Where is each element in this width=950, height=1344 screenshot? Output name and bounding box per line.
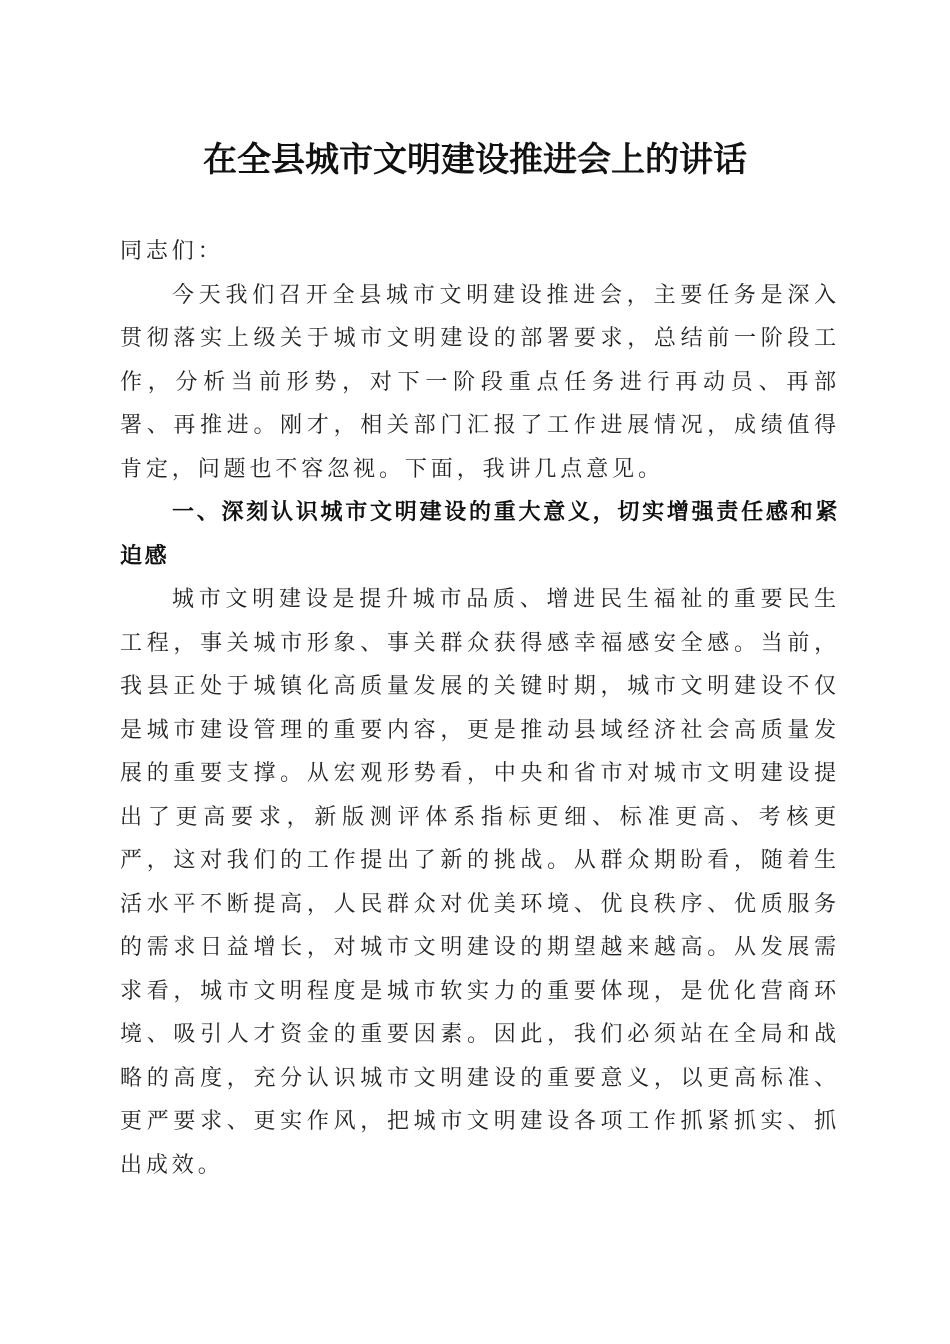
section-1-heading: 一、深刻认识城市文明建设的重大意义，切实增强责任感和紧迫感 xyxy=(120,500,840,569)
document-title: 在全县城市文明建设推进会上的讲话 xyxy=(203,140,747,180)
salutation: 同志们： xyxy=(120,239,224,264)
section-1-paragraph: 城市文明建设是提升城市品质、增进民生福祉的重要民生工程，事关城市形象、事关群众获得感幸福感安全感。当前，我县正处于城镇化高质量发展的关键时期，城市文明建设不仅是城市建设管理的重要内容，更是推动县域经济社会高质量发展的重要支撑。从宏观形势看，中央和省市对城市文明建设提出了更高要求，新版测评体系指标更细、标准更高、考核更严，这对我们的工作提出了新的挑战。从群众期盼看，随着生活水平不断提高，人民群众对优美环境、优良秩序、优质服务的需求日益增长，对城市文明建设的期望越来越高。从发展需求看，城市文明程度是城市软实力的重要体现，是优化营商环境、吸引人才资金的重要因素。因此，我们必须站在全局和战略的高度，充分认识城市文明建设的重要意义，以更高标准、更严要求、更实作风，把城市文明建设各项工作抓紧抓实、抓出成效。 xyxy=(120,587,840,1178)
intro-paragraph: 今天我们召开全县城市文明建设推进会，主要任务是深入贯彻落实上级关于城市文明建设的部署要求，总结前一阶段工作，分析当前形势，对下一阶段重点任务进行再动员、再部署、再推进。刚才，相关部门汇报了工作进展情况，成绩值得肯定，问题也不容忽视。下面，我讲几点意见。 xyxy=(120,282,840,482)
document-body xyxy=(120,230,840,1187)
